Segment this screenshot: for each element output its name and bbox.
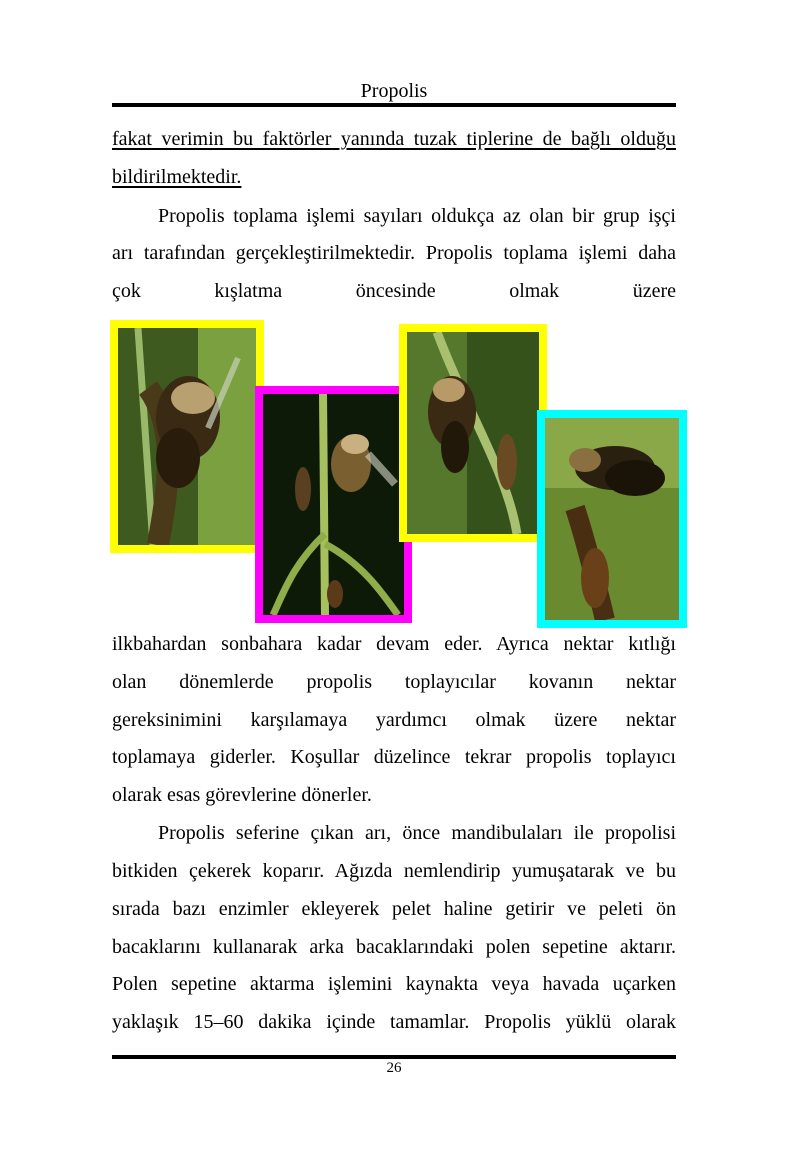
bee-photo-1: [110, 320, 264, 553]
word-olmak: olmak: [509, 280, 560, 302]
text-line: [112, 278, 676, 304]
text-line: Polen sepetine aktarma işlemini kaynakta veya havada uçarken: [112, 973, 676, 995]
text-line: toplamaya giderler. Koşullar düzelince tekrar propolis toplayıcı: [112, 746, 676, 768]
paragraph-start: Propolis seferine çıkan arı, önce mandibulaları ile propolisi: [158, 822, 676, 844]
bee-photo-2: [255, 386, 412, 623]
page-number: 26: [386, 1060, 402, 1076]
text-line: bitkiden çekerek koparır. Ağızda nemlendirip yumuşatarak ve bu: [112, 860, 676, 882]
text-line: yaklaşık 15–60 dakika içinde tamamlar. Propolis yüklü olarak: [112, 1011, 676, 1033]
text-line: olarak esas görevlerine dönerler.: [112, 784, 372, 806]
paragraph-start: Propolis toplama işlemi sayıları oldukça az olan bir grup işçi: [158, 205, 676, 227]
text-line: sırada bazı enzimler ekleyerek pelet haline getirir ve peleti ön: [112, 898, 676, 920]
page-header-title: Propolis: [360, 80, 428, 102]
text-line: gereksinimini karşılamaya yardımcı olmak üzere nektar: [112, 709, 676, 731]
text-line: olan dönemlerde propolis toplayıcılar kovanın nektar: [112, 671, 676, 693]
word-oncesinde: öncesinde: [355, 280, 436, 302]
bee-photo-4: [537, 410, 687, 628]
bee-photo-3: [399, 324, 547, 542]
word-cok: çok: [112, 280, 141, 302]
text-line: fakat verimin bu faktörler yanında tuzak tiplerine de bağlı olduğu: [112, 128, 676, 150]
word-kislatma: kışlatma: [214, 280, 283, 302]
text-line: ilkbahardan sonbahara kadar devam eder. Ayrıca nektar kıtlığı: [112, 633, 676, 655]
text-line: arı tarafından gerçekleştirilmektedir. Propolis toplama işlemi daha: [112, 242, 676, 264]
header-rule: [112, 103, 676, 107]
text-line: bacaklarını kullanarak arka bacaklarındaki polen sepetine aktarır.: [112, 936, 676, 958]
word-uzere: üzere: [632, 280, 676, 302]
text-line: bildirilmektedir.: [112, 166, 242, 188]
